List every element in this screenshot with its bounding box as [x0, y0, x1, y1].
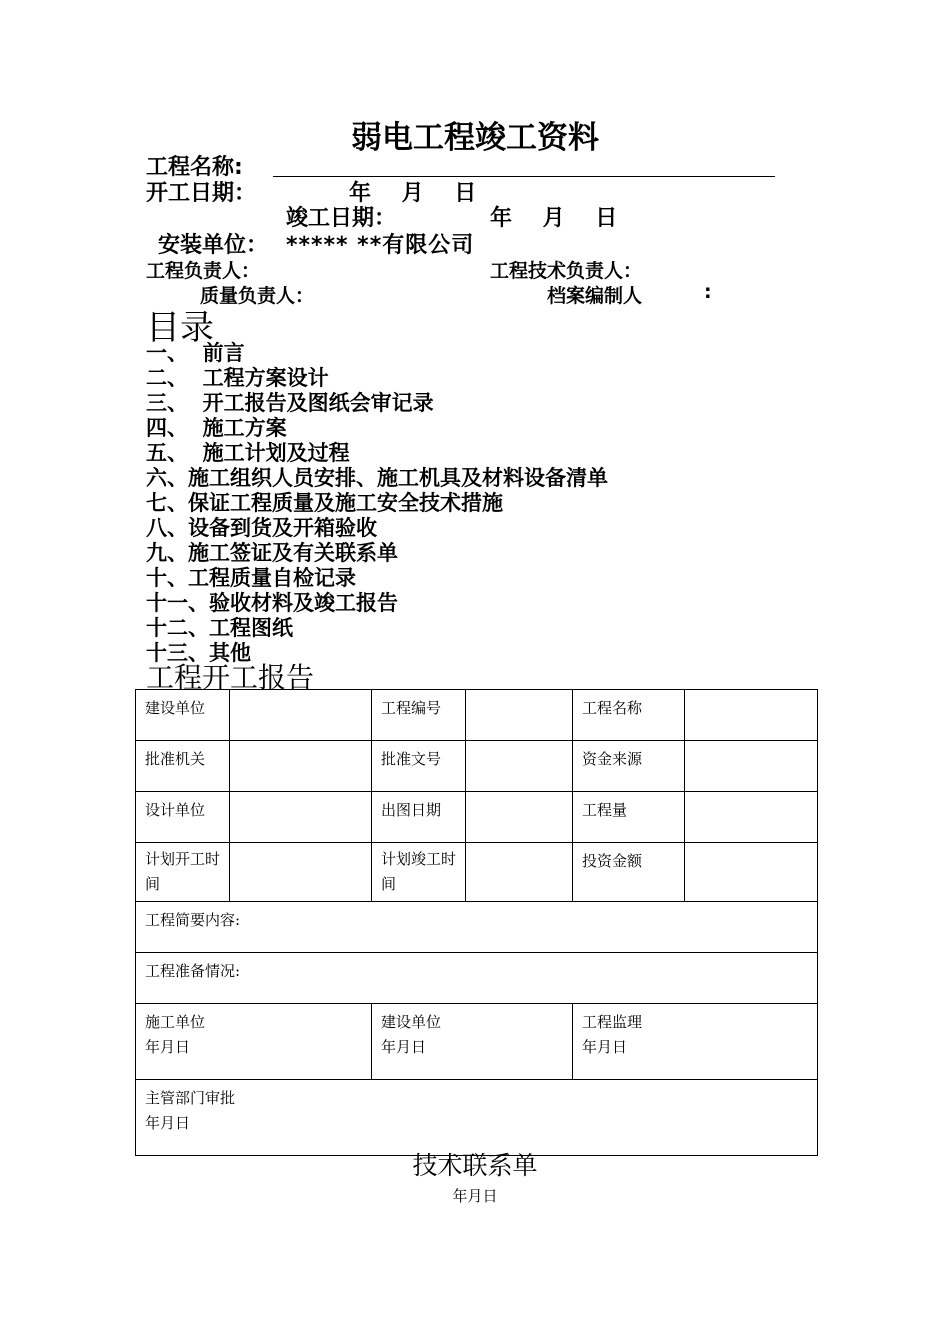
- table-row: [136, 1004, 818, 1080]
- toc-item: 一、 前言: [146, 341, 245, 365]
- signature-cell[interactable]: [136, 1004, 372, 1080]
- toc-item: 十、工程质量自检记录: [146, 566, 356, 590]
- signature-date: 年月日: [381, 1038, 427, 1056]
- approval-date: 年月日: [145, 1114, 191, 1132]
- cell-label: 工程名称: [573, 690, 685, 741]
- toc-item: 十一、验收材料及竣工报告: [146, 591, 398, 615]
- preparation-cell[interactable]: 工程准备情况:: [136, 953, 818, 1004]
- toc-title: 目录: [146, 308, 214, 348]
- toc-item: 八、设备到货及开箱验收: [146, 516, 377, 540]
- signature-cell[interactable]: [573, 1004, 818, 1080]
- cell-value[interactable]: [685, 690, 818, 741]
- toc-item: 二、 工程方案设计: [146, 366, 329, 390]
- table-row: [136, 953, 818, 1004]
- cell-value[interactable]: [466, 741, 573, 792]
- tech-contact-date: 年月日: [452, 1187, 498, 1205]
- cell-value[interactable]: [230, 690, 372, 741]
- archive-compiler-label: 档案编制人: [547, 285, 643, 307]
- toc-item: 九、施工签证及有关联系单: [146, 541, 398, 565]
- table-row: [136, 1080, 818, 1156]
- completion-date-value: 年 月 日: [490, 206, 618, 231]
- cell-value[interactable]: [466, 690, 573, 741]
- cell-label: 设计单位: [136, 792, 230, 843]
- table-row: [136, 792, 818, 843]
- cell-value[interactable]: [685, 792, 818, 843]
- approval-cell[interactable]: [136, 1080, 818, 1156]
- cell-label: 投资金额: [573, 843, 685, 902]
- start-date-label: 开工日期：: [146, 181, 257, 206]
- table-row: [136, 843, 818, 902]
- signature-date: 年月日: [145, 1038, 191, 1056]
- toc-item: 七、保证工程质量及施工安全技术措施: [146, 491, 503, 515]
- cell-label: 批准机关: [136, 741, 230, 792]
- signature-date: 年月日: [582, 1038, 628, 1056]
- cell-label: 工程量: [573, 792, 685, 843]
- toc-item: 六、施工组织人员安排、施工机具及材料设备清单: [146, 466, 608, 490]
- cell-value[interactable]: [685, 843, 818, 902]
- cell-label: 工程编号: [372, 690, 466, 741]
- cell-value[interactable]: [230, 792, 372, 843]
- install-unit-label: 安装单位：: [158, 233, 269, 258]
- document-title: 弱电工程竣工资料: [351, 120, 599, 156]
- cell-label: 计划竣工时间: [372, 843, 466, 902]
- project-manager-label: 工程负责人：: [146, 260, 261, 282]
- toc-item: 十三、其他: [146, 641, 251, 665]
- cell-value[interactable]: [230, 843, 372, 902]
- toc-item: 十二、工程图纸: [146, 616, 293, 640]
- cell-label: 批准文号: [372, 741, 466, 792]
- cell-label: 建设单位: [136, 690, 230, 741]
- toc-item: 五、 施工计划及过程: [146, 441, 350, 465]
- start-date-value: 年 月 日: [349, 181, 477, 206]
- toc-item: 四、 施工方案: [146, 416, 287, 440]
- signature-unit: 施工单位: [145, 1013, 206, 1031]
- report-title: 工程开工报告: [146, 661, 315, 694]
- cell-label: 资金来源: [573, 741, 685, 792]
- install-unit-value: ***** **有限公司: [286, 233, 475, 258]
- tech-contact-title: 技术联系单: [412, 1151, 538, 1180]
- cell-value[interactable]: [230, 741, 372, 792]
- signature-unit: 建设单位: [381, 1013, 442, 1031]
- signature-cell[interactable]: [372, 1004, 573, 1080]
- table-row: [136, 690, 818, 741]
- cell-label: 出图日期: [372, 792, 466, 843]
- table-row: [136, 741, 818, 792]
- technical-manager-label: 工程技术负责人：: [490, 260, 643, 282]
- project-name-label: 工程名称:: [146, 155, 243, 180]
- table-row: [136, 902, 818, 953]
- quality-manager-label: 质量负责人：: [200, 285, 315, 307]
- cell-value[interactable]: [466, 843, 573, 902]
- cell-label: 计划开工时间: [136, 843, 230, 902]
- cell-value[interactable]: [685, 741, 818, 792]
- toc-item: 三、 开工报告及图纸会审记录: [146, 391, 434, 415]
- start-report-table: [135, 689, 818, 1156]
- completion-date-label: 竣工日期：: [286, 206, 397, 231]
- summary-cell[interactable]: 工程简要内容:: [136, 902, 818, 953]
- approval-unit: 主管部门审批: [145, 1089, 236, 1107]
- signature-unit: 工程监理: [582, 1013, 643, 1031]
- cell-value[interactable]: [466, 792, 573, 843]
- archive-compiler-colon: :: [704, 281, 712, 303]
